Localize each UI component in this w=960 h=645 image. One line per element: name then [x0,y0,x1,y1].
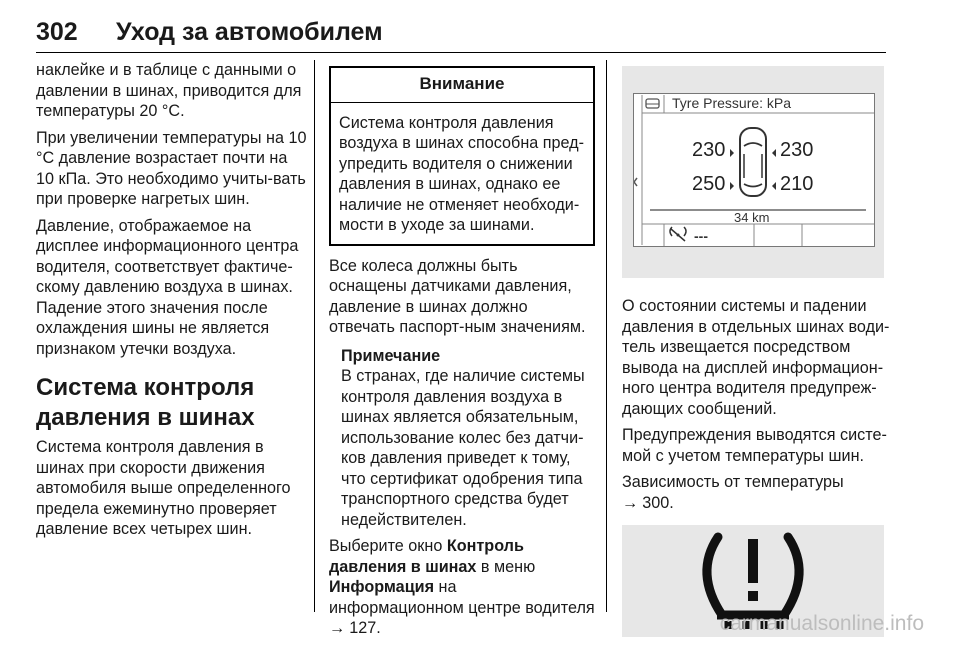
watermark: carmanualsonline.info [719,612,924,635]
pressure-front-right: 230 [780,139,814,161]
warning-text: Система контроля давления воздуха в шинах способна пред-упредить водителя о снижении давления в шинах, однако ее наличие не отменяет необходи-мости в уходе за шинами. [339,113,585,234]
column-2 [329,60,595,645]
pressure-rear-left: 250 [692,173,726,195]
tyre-pressure-display [633,93,875,247]
note-text: В странах, где наличие системы контроля давления воздуха в шинах является обязательным, использование колес без датчи-ков давления приведет к тому, что сертификат одобрения типа транспортного средства будет недействителен. [341,367,585,529]
range-readout: 34 km [734,210,770,225]
section-heading: Система контроля давления в шинах [36,374,255,431]
paragraph: Все колеса должны быть оснащены датчиками давления, давление в шинах должно отвечать паспорт-ным значениям. [329,256,586,336]
column-3 [622,60,890,637]
display-title: Tyre Pressure: kPa [672,95,792,111]
warning-title: Внимание [331,68,593,103]
car-top-view-icon [740,128,766,196]
note-title: Примечание [341,346,441,365]
paragraph: Давление, отображаемое на дисплее информационного центра водителя, соответствует фактиче-скому давлению воздуха в шинах. Падение этого значения после охлаждения шины не является признаком утечки воздуха. [36,216,299,358]
car-icon [646,99,659,108]
menu-item-ref: Контроль давления в шинах [329,537,524,576]
page-title: Уход за автомобилем [116,18,383,46]
column-divider [606,60,607,612]
text: на информационном центре водителя [329,578,595,617]
display-illustration [622,66,884,278]
warning-box [329,66,595,246]
tpms-off-icon [670,227,686,241]
paragraph: Система контроля давления в шинах при скорости движения автомобиля выше определенного предела ежеминутно проверяет давление всех четырех шин. [36,438,291,538]
page-reference[interactable]: → 300. [622,494,674,512]
menu-ref: Информация [329,578,435,596]
page-header [36,18,886,53]
paragraph [329,536,595,639]
arrow-rear-left-icon [730,182,734,190]
column-1 [36,60,308,546]
paragraph: О состоянии системы и падении давления в отдельных шинах води-тель извещается посредством вывода на дисплей информацион-ного центра водителя предупреж-дающих сообщений. [622,297,890,418]
arrow-front-right-icon [772,149,776,157]
page-reference[interactable]: → 127. [329,619,381,637]
arrow-front-left-icon [730,149,734,157]
pressure-rear-right: 210 [780,173,814,195]
paragraph: наклейке и в таблице с данными о давлении в шинах, приводится для температуры 20 °C. [36,61,302,120]
chevron-left-icon[interactable] [634,178,637,186]
note-block [329,346,595,531]
page-number: 302 [36,18,78,46]
paragraph: При увеличении температуры на 10 °C давление возрастает почти на 10 кПа. Это необходимо учиты-вать при проверке нагретых шин. [36,128,307,208]
status-value: --- [694,228,708,244]
arrow-rear-right-icon [772,182,776,190]
text: в меню [476,557,536,576]
paragraph: Предупреждения выводятся систе-мой с учетом температуры шин. [622,426,887,465]
text: Зависимость от температуры [622,473,844,491]
text: Выберите окно [329,537,447,555]
column-divider [314,60,315,612]
paragraph [622,472,890,513]
pressure-front-left: 230 [692,139,726,161]
